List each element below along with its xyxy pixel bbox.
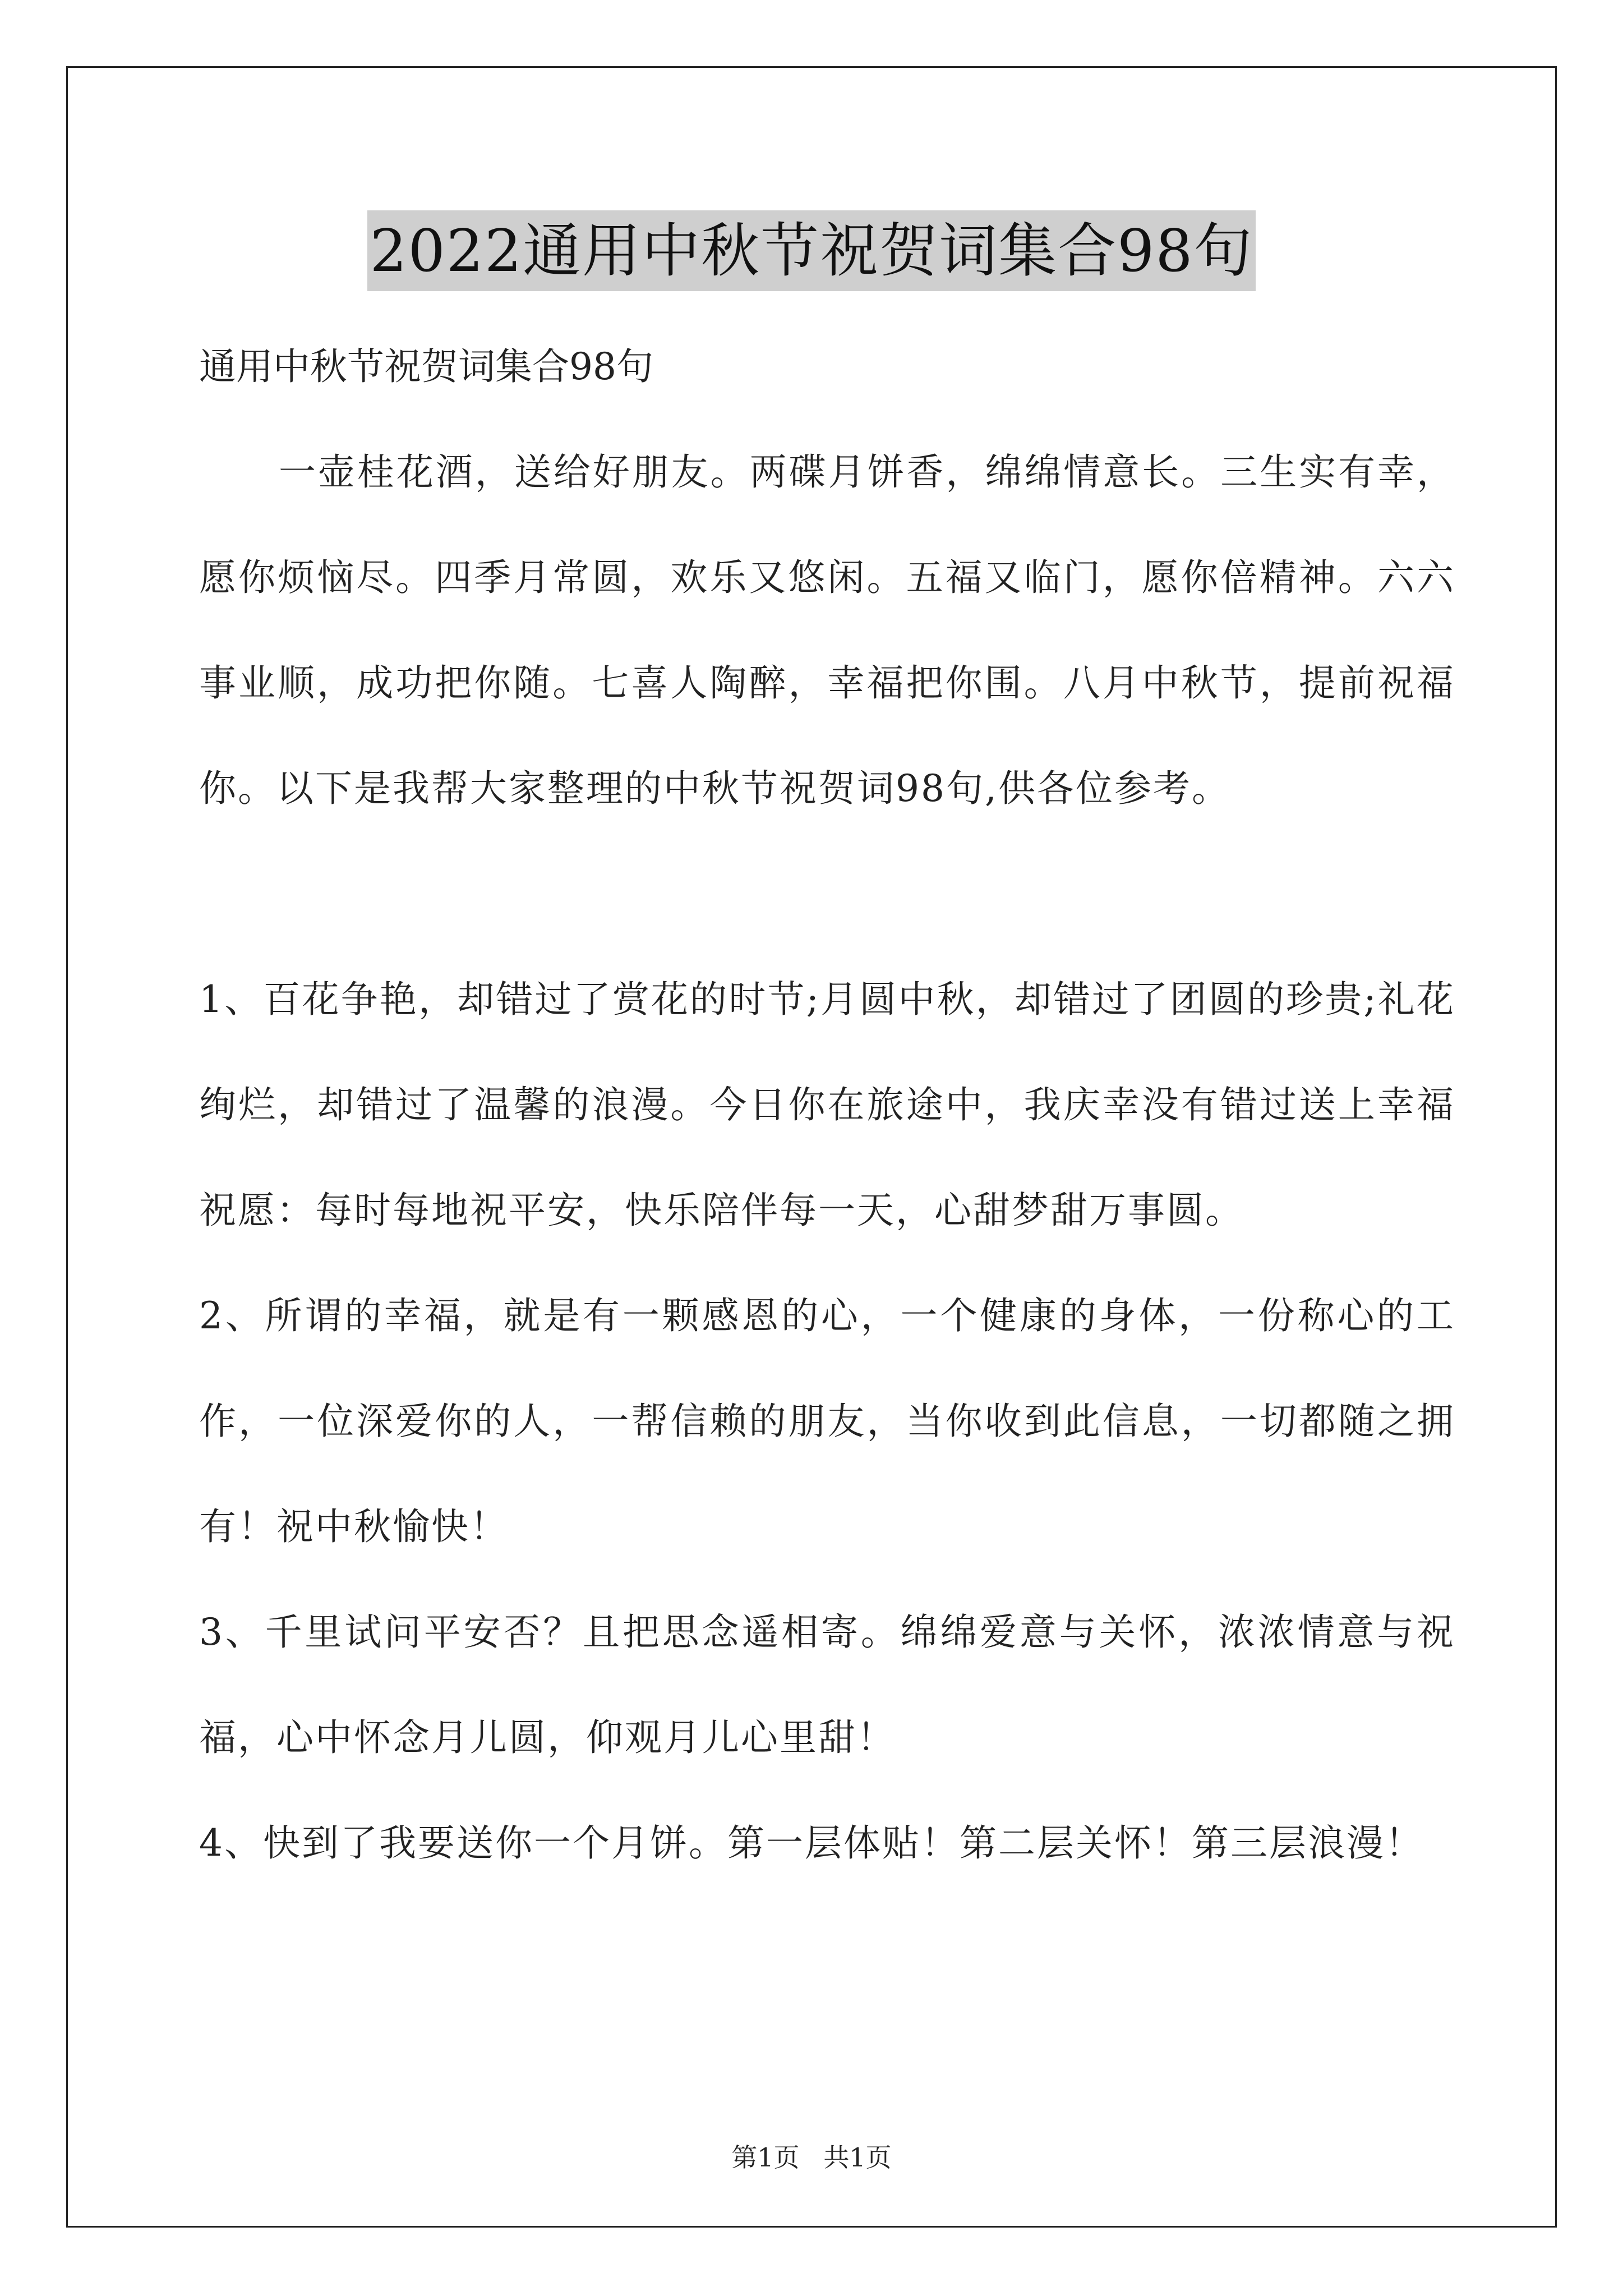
page-total: 共1页 <box>823 2142 892 2173</box>
page-footer <box>0 2137 1623 2174</box>
paragraph-spacer <box>199 841 1455 947</box>
page-number: 第1页 <box>731 2142 800 2173</box>
greeting-item-4: 4、快到了我要送你一个月饼。第一层体贴！第二层关怀！第三层浪漫！ <box>199 1821 1424 1865</box>
document-title: 2022通用中秋节祝贺词集合98句 <box>367 210 1255 291</box>
document-body <box>199 314 1455 1896</box>
intro-paragraph: 一壶桂花酒，送给好朋友。两碟月饼香，绵绵情意长。三生实有幸，愿你烦恼尽。四季月常圆，欢乐又悠闲。五福又临门，愿你倍精神。六六事业顺，成功把你随。七喜人陶醉，幸福把你围。八月中秋节，提前祝福你。以下是我帮大家整理的中秋节祝贺词98句,供各位参考。 <box>199 450 1455 810</box>
greeting-item-3: 3、千里试问平安否？且把思念遥相寄。绵绵爱意与关怀，浓浓情意与祝福，心中怀念月儿圆，仰观月儿心里甜！ <box>199 1611 1455 1759</box>
greeting-item-1: 1、百花争艳，却错过了赏花的时节;月圆中秋，却错过了团圆的珍贵;礼花绚烂，却错过了温馨的浪漫。今日你在旅途中，我庆幸没有错过送上幸福祝愿：每时每地祝平安，快乐陪伴每一天，心甜梦甜万事圆。 <box>199 978 1455 1232</box>
title-container <box>0 210 1623 291</box>
greeting-item-2: 2、所谓的幸福，就是有一颗感恩的心，一个健康的身体，一份称心的工作，一位深爱你的人，一帮信赖的朋友，当你收到此信息，一切都随之拥有！祝中秋愉快！ <box>199 1294 1455 1548</box>
document-subtitle: 通用中秋节祝贺词集合98句 <box>199 345 653 388</box>
